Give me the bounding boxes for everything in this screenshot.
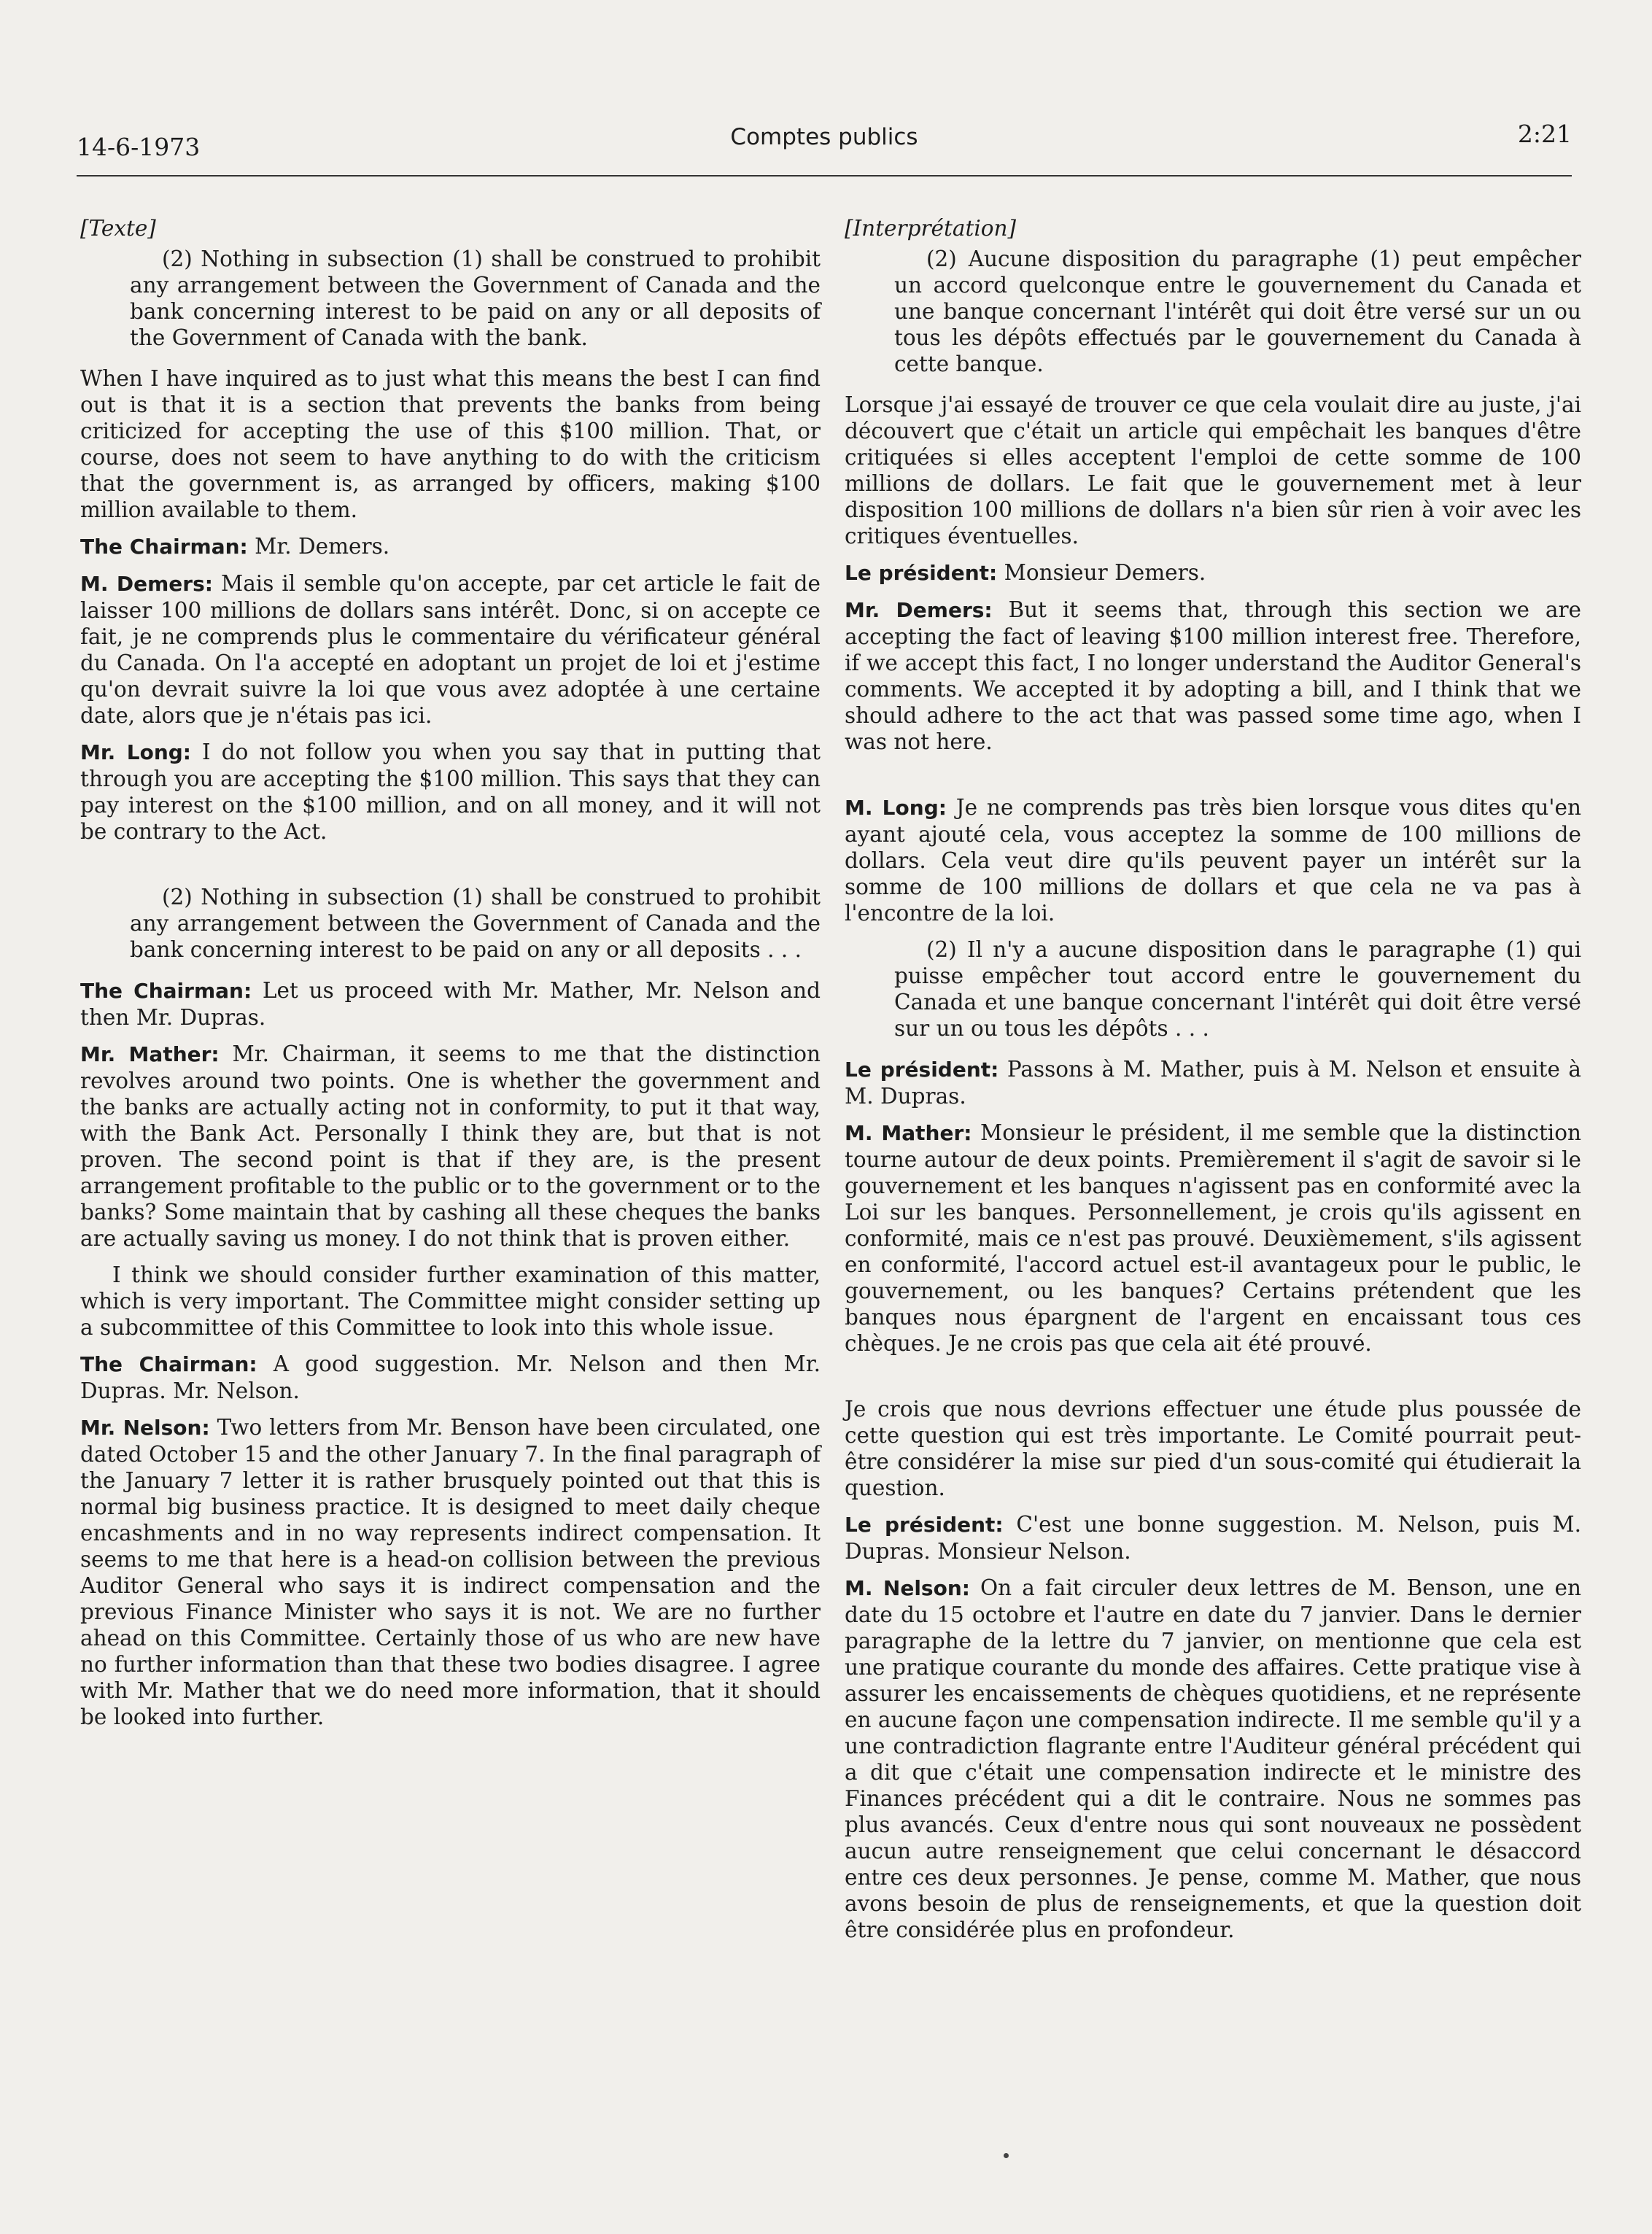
speaker-name: The Chairman: xyxy=(80,535,248,559)
speech xyxy=(845,1056,1581,1109)
speaker-name: M. Demers: xyxy=(80,572,213,596)
paragraph: Je crois que nous devrions effectuer une étude plus poussée de cette question qui est très importante. Le Comité pourrait peut-être considérer la mise sur pied d'un sous-comité qui étudierait la question. xyxy=(845,1397,1581,1500)
speech-text: I do not follow you when you say that in putting that through you are accepting the $100 million. This says that they can pay interest on the $100 million, and on all money, and it will not be contrary to the Act. xyxy=(80,740,821,844)
right-column-french xyxy=(845,215,1581,1953)
speech-text: Je ne comprends pas très bien lorsque vous dites qu'en ayant ajouté cela, vous acceptez la somme de 100 millions de dollars. Cela veut dire qu'ils peuvent payer un intérêt sur la somme de 100 millions de dollars et que cela ne va pas à l'encontre de la loi. xyxy=(845,795,1581,926)
speech xyxy=(80,739,821,845)
speech-text: Monsieur Demers. xyxy=(997,560,1206,585)
speech-text: A good suggestion. Mr. Nelson and then Mr. Dupras. Mr. Nelson. xyxy=(80,1351,821,1403)
speech-text: Monsieur le président, il me semble que la distinction tourne autour de deux points. Premièrement il s'agit de savoir si le gouvernement et les banques n'agissent pas en conformité avec la Loi sur les banques. Personnellement, je crois qu'ils agissent en conformité, mais ce n'est pas prouvé. Deuxièmement, s'ils agissent en conformité, l'accord actuel est-il avantageux pour le public, le gouvernement, ou les banques? Certains prétendent que les banques nous épargnent de l'argent en encaissant tous ces chèques. Je ne crois pas que cela ait été prouvé. xyxy=(845,1120,1581,1356)
speech-text: Two letters from Mr. Benson have been circulated, one dated October 15 and the other January 7. In the final paragraph of the January 7 letter it is rather brusquely pointed out that this is normal big business practice. It is designed to meet daily cheque encashments and in no way represents indirect compensation. It seems to me that here is a head-on collision between the previous Auditor General who says it is indirect compensation and the previous Finance Minister who says it is not. We are no further ahead on this Committee. Certainly those of us who are new have no further information than that these two bodies disagree. I agree with Mr. Mather that we do need more information, that it should be looked into further. xyxy=(80,1415,821,1729)
page-header xyxy=(77,117,1572,177)
speaker-name: The Chairman: xyxy=(80,979,252,1003)
statute-quote: (2) Il n'y a aucune disposition dans le paragraphe (1) qui puisse empêcher tout accord entre le gouvernement du Canada et une banque concernant l'intérêt qui doit être versé sur un ou tous les dépôts . . . xyxy=(894,937,1581,1041)
speech xyxy=(845,559,1581,586)
speech-text: On a fait circuler deux lettres de M. Benson, une en date du 15 octobre et l'autre en date du 7 janvier. Dans le dernier paragraphe de la lettre du 7 janvier, on mentionne que cela est une pratique courante du monde des affaires. Cette pratique vise à assurer les encaissements de chèques quotidiens, et ne représente en aucune façon une compensation indirecte. Il me semble qu'il y a une contradiction flagrante entre l'Auditeur général précédent qui a dit que c'était une compensation indirecte et le ministre des Finances précédent qui a dit le contraire. Nous ne sommes pas plus avancés. Ceux d'entre nous qui sont nouveaux ne possèdent aucun autre renseignement que celui concernant le désaccord entre ces deux personnes. Je pense, comme M. Mather, que nous avons besoin de plus de renseignements, et que la question doit être considérée plus en profondeur. xyxy=(845,1575,1581,1942)
speech xyxy=(845,1120,1581,1357)
speech xyxy=(845,794,1581,926)
spacer xyxy=(845,765,1581,794)
print-speck xyxy=(1004,2153,1009,2158)
speech-text: But it seems that, through this section we are accepting the fact of leaving $100 million interest free. Therefore, if we accept this fact, I no longer understand the Auditor General's comments. We accepted it by adopting a bill, and I think that we should adhere to the act that was passed some time ago, when I was not here. xyxy=(845,597,1582,754)
speaker-name: M. Long: xyxy=(845,796,947,820)
paragraph: I think we should consider further examination of this matter, which is very important. The Committee might consider setting up a subcommittee of this Committee to look into this whole issue. xyxy=(80,1263,821,1340)
speaker-name: M. Mather: xyxy=(845,1121,972,1145)
speaker-name: Mr. Demers: xyxy=(845,598,993,622)
speech xyxy=(845,1575,1581,1943)
speech-text: C'est une bonne suggestion. M. Nelson, puis M. Dupras. Monsieur Nelson. xyxy=(845,1512,1581,1564)
speech xyxy=(80,533,821,560)
speaker-name: Mr. Mather: xyxy=(80,1042,220,1066)
speaker-name: Mr. Long: xyxy=(80,740,191,764)
statute-quote: (2) Aucune disposition du paragraphe (1) peut empêcher un accord quelconque entre le gouvernement du Canada et une banque concernant l'intérêt qui doit être versé sur un ou tous les dépôts effectués par le gouvernement du Canada à cette banque. xyxy=(894,247,1581,376)
speech xyxy=(845,1511,1581,1564)
speaker-name: Mr. Nelson: xyxy=(80,1416,210,1440)
statute-quote: (2) Nothing in subsection (1) shall be construed to prohibit any arrangement between the Government of Canada and the bank concerning interest to be paid on any or all deposits of the Government of Canada with the bank. xyxy=(130,247,821,350)
speaker-name: M. Nelson: xyxy=(845,1576,970,1600)
speech xyxy=(80,977,821,1031)
speech xyxy=(80,1351,821,1404)
speech-text: Passons à M. Mather, puis à M. Nelson et ensuite à M. Dupras. xyxy=(845,1057,1582,1109)
speaker-name: Le président: xyxy=(845,561,998,585)
header-title: Comptes publics xyxy=(730,124,918,150)
speaker-name: The Chairman: xyxy=(80,1352,257,1376)
speech-text: Let us proceed with Mr. Mather, Mr. Nelson and then Mr. Dupras. xyxy=(80,978,821,1030)
speaker-name: Le président: xyxy=(845,1513,1004,1537)
header-date: 14-6-1973 xyxy=(77,133,201,161)
header-page-number: 2:21 xyxy=(1517,120,1572,148)
left-column-english xyxy=(80,215,821,1740)
speech-text: Mr. Demers. xyxy=(247,534,390,559)
speech xyxy=(80,570,821,729)
statute-quote: (2) Nothing in subsection (1) shall be construed to prohibit any arrangement between the Government of Canada and the bank concerning interest to be paid on any or all deposits . . . xyxy=(130,885,821,962)
paragraph: When I have inquired as to just what this means the best I can find out is that it is a section that prevents the banks from being criticized for accepting the use of this $100 million. That, or course, does not seem to have anything to do with the criticism that the government is, as arranged by officers, making $100 million available to them. xyxy=(80,366,821,522)
paragraph: Lorsque j'ai essayé de trouver ce que cela voulait dire au juste, j'ai découvert que c'était un article qui empêchait les banques d'être critiquées si elles acceptent l'emploi de cette somme de 100 millions de dollars. Le fait que le gouvernement met à leur disposition 100 millions de dollars n'a bien sûr rien à voir avec les critiques éventuelles. xyxy=(845,392,1581,548)
speech xyxy=(845,597,1581,755)
spacer xyxy=(80,855,821,884)
speech xyxy=(80,1414,821,1730)
speech xyxy=(80,1041,821,1252)
speech-text: Mr. Chairman, it seems to me that the distinction revolves around two points. One is whether the government and the banks are actually acting not in conformity, to put it that way, with the Bank Act. Personally I think they are, but that is not proven. The second point is that if they are, is the present arrangement profitable to the public or to the government or to the banks? Some maintain that by cashing all these cheques the banks are actually saving us money. I do not think that is proven either. xyxy=(80,1042,821,1251)
language-tag: [Texte] xyxy=(80,216,156,241)
spacer xyxy=(845,1367,1581,1396)
language-tag: [Interprétation] xyxy=(845,216,1017,241)
speaker-name: Le président: xyxy=(845,1058,999,1082)
speech-text: Mais il semble qu'on accepte, par cet article le fait de laisser 100 millions de dollars sans intérêt. Donc, si on accepte ce fait, je ne comprends plus le commentaire du vérificateur général du Canada. On l'a accepté en adoptant un projet de loi et j'estime qu'on devrait suivre la loi que vous avez adoptée à une certaine date, alors que je n'étais pas ici. xyxy=(80,571,821,728)
